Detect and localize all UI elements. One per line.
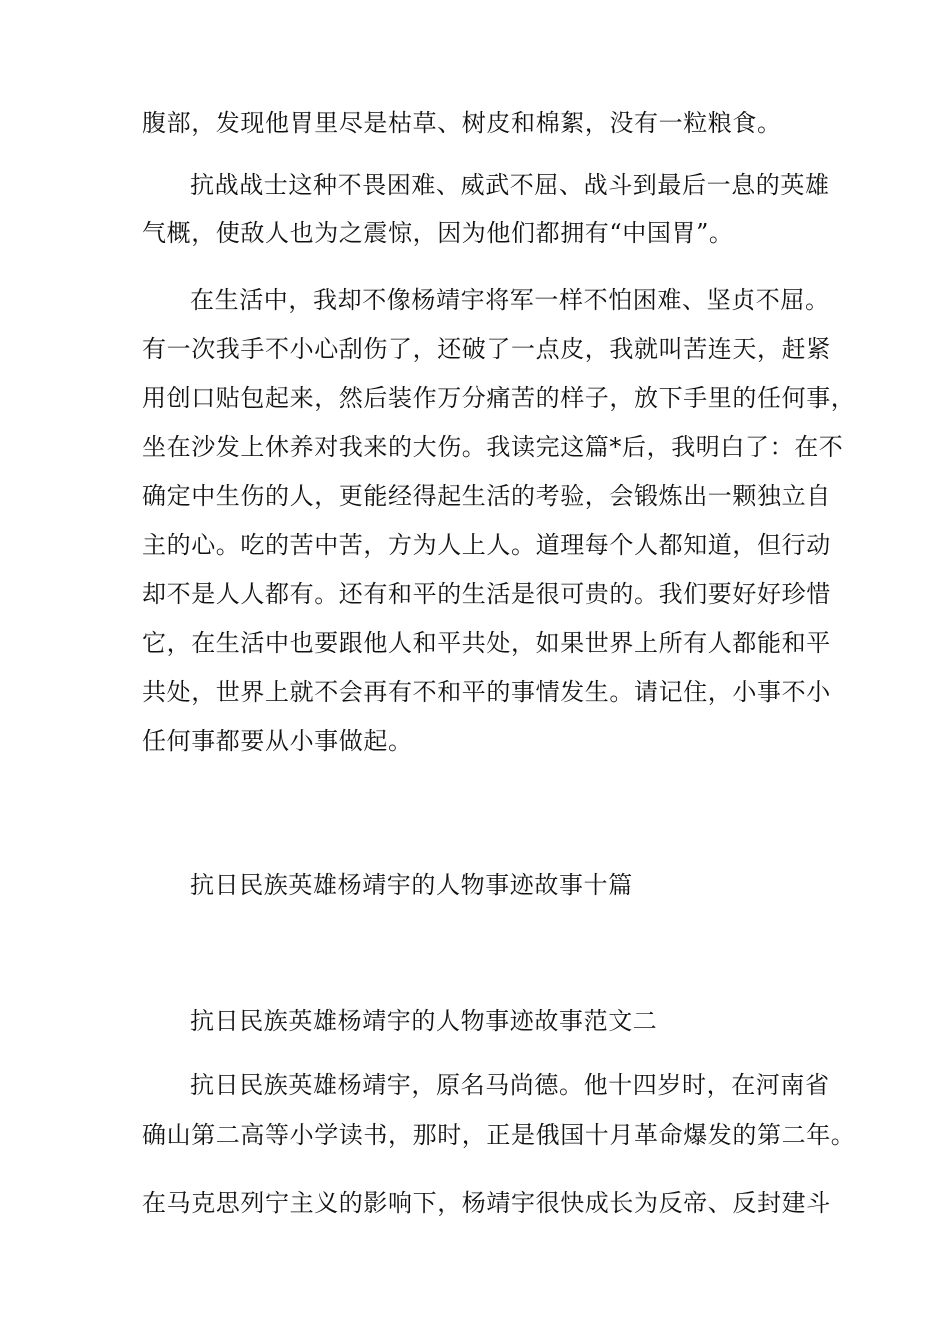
paragraph-line: 气概，使敌人也为之震惊，因为他们都拥有“中国胃”。 bbox=[142, 219, 734, 247]
paragraph-line: 在马克思列宁主义的影响下，杨靖宇很快成长为反帝、反封建斗 bbox=[142, 1189, 831, 1217]
paragraph-line: 却不是人人都有。还有和平的生活是很可贵的。我们要好好珍惜 bbox=[142, 580, 831, 608]
paragraph-line: 它，在生活中也要跟他人和平共处，如果世界上所有人都能和平 bbox=[142, 629, 831, 657]
paragraph-line: 确定中生伤的人，更能经得起生活的考验，会锻炼出一颗独立自 bbox=[142, 482, 831, 510]
paragraph-line: 任何事都要从小事做起。 bbox=[142, 727, 413, 755]
paragraph-line: 坐在沙发上休养对我来的大伤。我读完这篇*后，我明白了：在不 bbox=[142, 433, 844, 461]
paragraph-line: 抗日民族英雄杨靖宇，原名马尚德。他十四岁时，在河南省 bbox=[190, 1071, 830, 1099]
paragraph-line: 抗战战士这种不畏困难、威武不屈、战斗到最后一息的英雄 bbox=[190, 171, 830, 199]
paragraph-line: 有一次我手不小心刮伤了，还破了一点皮，我就叫苦连天，赶紧 bbox=[142, 335, 831, 363]
paragraph-line: 在生活中，我却不像杨靖宇将军一样不怕困难、坚贞不屈。 bbox=[190, 286, 830, 314]
paragraph-line: 用创口贴包起来，然后装作万分痛苦的样子，放下手里的任何事， bbox=[142, 384, 856, 412]
paragraph-line: 共处，世界上就不会再有不和平的事情发生。请记住，小事不小 bbox=[142, 678, 831, 706]
section-heading: 抗日民族英雄杨靖宇的人物事迹故事范文二 bbox=[190, 1007, 658, 1035]
paragraph-line: 确山第二高等小学读书，那时，正是俄国十月革命爆发的第二年。 bbox=[142, 1121, 856, 1149]
paragraph-line: 腹部，发现他胃里尽是枯草、树皮和棉絮，没有一粒粮食。 bbox=[142, 109, 782, 137]
paragraph-line: 主的心。吃的苦中苦，方为人上人。道理每个人都知道，但行动 bbox=[142, 531, 831, 559]
section-heading: 抗日民族英雄杨靖宇的人物事迹故事十篇 bbox=[190, 871, 633, 899]
